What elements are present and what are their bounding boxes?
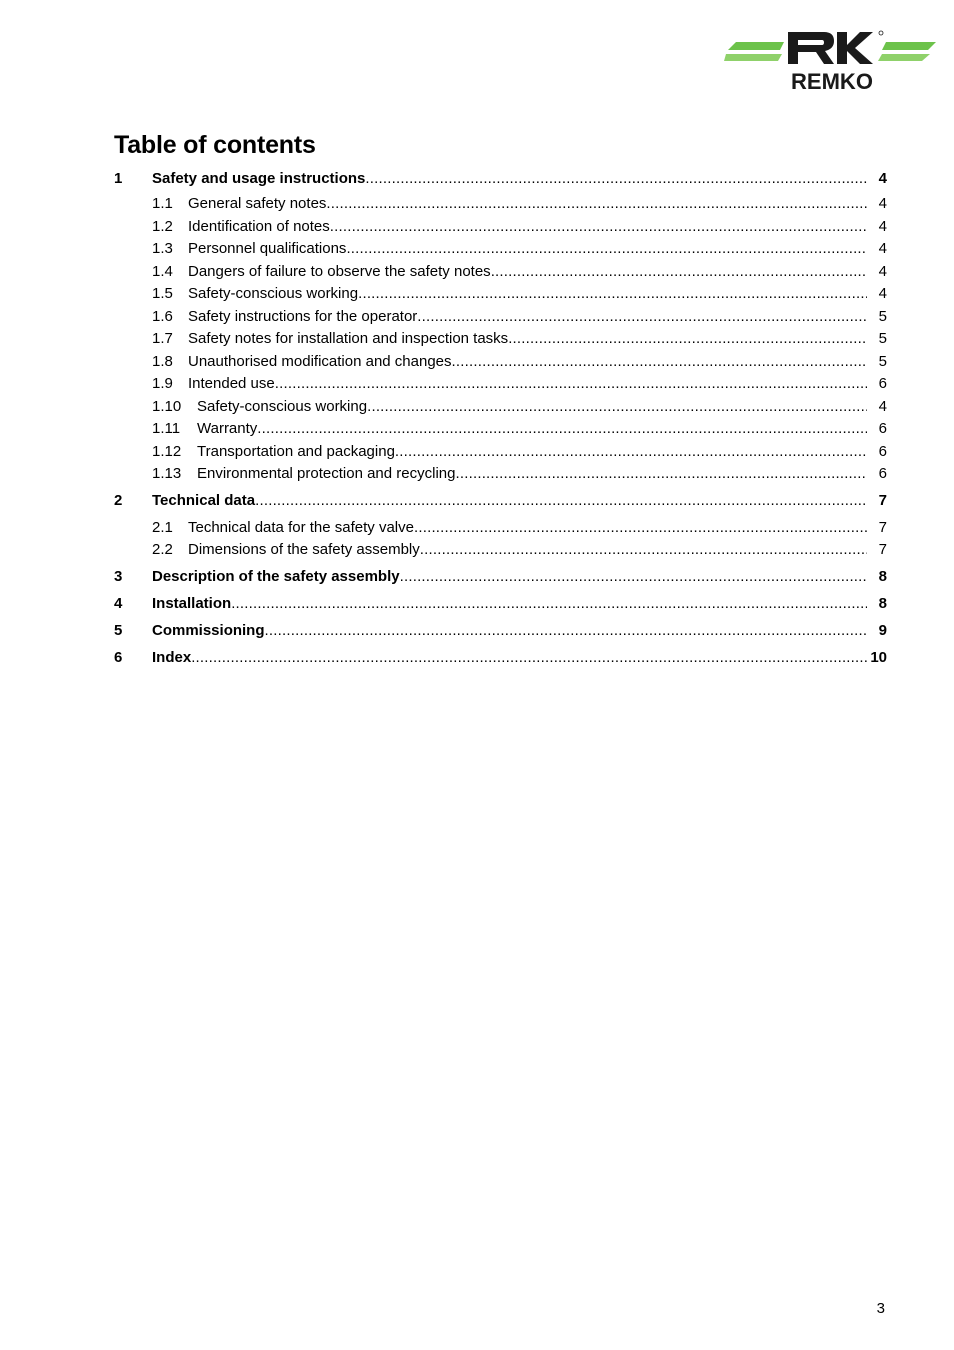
toc-page: 4 [878,397,887,415]
toc-section[interactable] [114,441,887,464]
toc-number: 2.1 [152,518,173,536]
toc-title: Safety and usage instructions [152,170,366,187]
toc-page: 4 [878,240,887,257]
toc-title: Dimensions of the safety assembly [188,541,420,558]
toc-number: 1.1 [152,195,173,212]
toc-chapter[interactable] [114,620,887,647]
dot-leader [365,168,867,190]
toc-page: 5 [878,330,887,347]
toc-title: Technical data for the safety valve [188,518,414,536]
dot-leader [330,216,867,238]
remko-logo [724,28,938,94]
toc-section[interactable] [114,351,887,374]
toc-chapter[interactable] [114,566,887,593]
toc-title: Index [152,648,192,666]
toc-number: 3 [114,567,123,585]
toc-number: 2 [114,491,123,509]
toc-title: Unauthorised modification and changes [188,352,452,370]
dot-leader [326,193,867,215]
table-of-contents [114,168,887,674]
toc-title: Safety-conscious working [188,285,359,302]
dot-leader [231,593,867,615]
toc-number: 1.10 [152,397,182,415]
toc-chapter[interactable] [114,647,887,674]
dot-leader [191,647,867,669]
toc-page: 4 [878,262,887,280]
dot-leader [395,441,867,463]
toc-page: 6 [878,420,887,437]
toc-number: 1.5 [152,285,173,302]
toc-chapter[interactable] [114,168,887,193]
toc-number: 1.4 [152,262,173,280]
toc-title: Warranty [197,420,258,437]
toc-title: Transportation and packaging [197,442,395,460]
toc-title: Personnel qualifications [188,240,347,257]
logo-wordmark: REMKO [791,69,873,94]
toc-section[interactable] [114,396,887,419]
dot-leader [367,396,867,418]
toc-number: 1.8 [152,352,173,370]
toc-number: 1.12 [152,442,182,460]
toc-section[interactable] [114,539,887,562]
dot-leader [508,328,867,350]
toc-number: 1.9 [152,375,173,392]
toc-number: 1.2 [152,217,173,235]
toc-page: 7 [878,518,887,536]
toc-page: 4 [878,217,887,235]
toc-title: Description of the safety assembly [152,567,400,585]
dot-leader [346,238,867,260]
dot-leader [414,517,867,539]
dot-leader [420,539,867,561]
toc-title: Dangers of failure to observe the safety notes [188,262,491,280]
dot-leader [452,351,867,373]
toc-section[interactable] [114,283,887,306]
toc-page: 5 [878,307,887,325]
page-title: Table of contents [114,131,316,159]
toc-title: Installation [152,594,232,612]
dot-leader [255,490,867,512]
dot-leader [417,306,867,328]
toc-page: 8 [878,567,887,585]
toc-title: Safety notes for installation and inspection tasks [188,330,509,347]
toc-number: 4 [114,594,123,612]
toc-number: 6 [114,648,123,666]
toc-section[interactable] [114,373,887,396]
toc-page: 7 [878,541,887,558]
toc-title: Intended use [188,375,275,392]
toc-number: 2.2 [152,541,173,558]
toc-page: 7 [878,491,887,509]
toc-section[interactable] [114,418,887,441]
toc-chapter[interactable] [114,490,887,517]
toc-page: 5 [878,352,887,370]
toc-number: 1.13 [152,465,182,482]
dot-leader [491,261,867,283]
dot-leader [275,373,867,395]
toc-page: 4 [878,170,887,187]
toc-section[interactable] [114,306,887,329]
toc-number: 1.11 [152,420,181,437]
toc-title: Safety instructions for the operator [188,307,418,325]
page-number: 3 [876,1300,885,1317]
toc-section[interactable] [114,261,887,284]
toc-page: 4 [878,285,887,302]
toc-number: 1 [114,170,123,187]
toc-title: Identification of notes [188,217,330,235]
dot-leader [455,463,867,485]
toc-page: 4 [878,195,887,212]
toc-section[interactable] [114,517,887,540]
toc-page: 9 [878,621,887,639]
toc-title: Technical data [152,491,256,509]
toc-title: Commissioning [152,621,265,639]
dot-leader [265,620,867,642]
toc-number: 1.3 [152,240,173,257]
toc-title: General safety notes [188,195,327,212]
toc-section[interactable] [114,328,887,351]
toc-page: 8 [878,594,887,612]
dot-leader [257,418,867,440]
toc-section[interactable] [114,463,887,486]
dot-leader [358,283,867,305]
toc-chapter[interactable] [114,593,887,620]
toc-title: Environmental protection and recycling [197,465,456,482]
toc-number: 1.7 [152,330,173,347]
toc-page: 10 [870,648,887,666]
toc-number: 1.6 [152,307,173,325]
toc-page: 6 [878,375,887,392]
toc-section[interactable] [114,238,887,261]
toc-section[interactable] [114,193,887,216]
toc-section[interactable] [114,216,887,239]
dot-leader [400,566,867,588]
toc-number: 5 [114,621,123,639]
toc-title: Safety-conscious working [197,397,368,415]
toc-page: 6 [878,465,887,482]
toc-page: 6 [878,442,887,460]
